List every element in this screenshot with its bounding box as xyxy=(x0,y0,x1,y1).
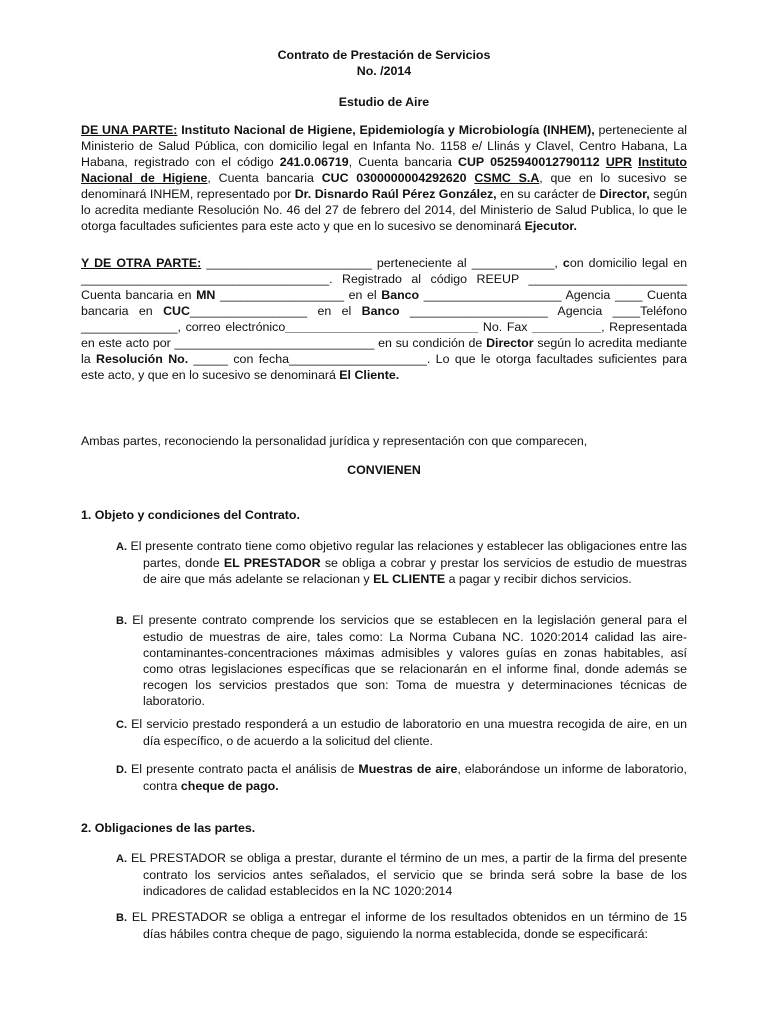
section-1-title: 1. Objeto y condiciones del Contrato. xyxy=(81,508,300,522)
text: , que en lo sucesivo se denominará INHEM, representado por xyxy=(81,171,687,201)
text: , Representada en este acto por _____________________________ en su condición de xyxy=(81,320,687,350)
text: perteneciente al Ministerio de Salud Pública, con domicilio legal en Infanta No. 1158 e/ Llinás y Clavel, Centro Habana, La Habana, registrado con el código xyxy=(81,123,687,169)
text: El servicio prestado responderá a un estudio de laboratorio en una muestra recogida de aire, en un día específico, o de acuerdo a la solicitud del cliente. xyxy=(127,717,687,748)
cup-account: CUP 052594001279011​2 xyxy=(458,155,600,169)
text: Muestras de aire xyxy=(358,762,458,776)
registry-code: 241.0.06719 xyxy=(279,155,349,169)
clause-2a xyxy=(116,850,687,899)
text: ________________________ perteneciente al ____________, xyxy=(201,256,563,270)
text: se obliga a cobrar y prestar los servicios de estudio de muestras de aire que más adelante se relacionan y xyxy=(143,556,687,586)
convienen-heading: CONVIENEN xyxy=(347,463,421,477)
text: EL PRESTADOR se obliga a entregar el informe de los resultados obtenidos en un término de 15 días hábiles contra cheque de pago, siguiendo la norma establecida, donde se especificará: xyxy=(127,910,687,941)
contract-subject: Estudio de Aire xyxy=(338,95,430,109)
cuc-account: CUC 0300000004292620 xyxy=(321,171,467,185)
resolution-label: Resolución No. xyxy=(96,352,189,366)
party-one-paragraph xyxy=(81,122,687,234)
clause-1b xyxy=(116,612,687,709)
text: , elaborándose un informe de laboratorio, contra xyxy=(143,762,687,793)
text: ____________________ Agencia ____Teléfono ______________, correo electrónico xyxy=(81,304,687,334)
representative-role: Director, xyxy=(599,187,650,201)
text: EL PRESTADOR se obliga a prestar, durante el término de un mes, a partir de la firma del presente contrato los servicios antes señalados, el servicio que se brinda será sobre la base de los indicadores de calidad establecidos en la NC 1020:2014 xyxy=(127,851,687,898)
ambas-partes-text: Ambas partes, reconociendo la personalidad jurídica y representación con que comparecen, xyxy=(81,434,588,448)
cuc-label: CUC xyxy=(163,304,190,318)
text: El presente contrato pacta el análisis de xyxy=(127,762,359,776)
text: , Cuenta bancaria xyxy=(348,155,459,169)
institute-name: Instituto Nacional de Higiene xyxy=(81,155,687,185)
upr-label: UPR xyxy=(605,155,632,169)
clause-1d xyxy=(116,761,687,794)
email-blank: ____________________________ xyxy=(285,320,479,334)
clause-2b xyxy=(116,909,687,942)
clause-1c xyxy=(116,716,687,749)
text: ____________________ Agencia ____ Cuenta bancaria en xyxy=(81,288,687,318)
text: El presente contrato comprende los servicios que se establecen en la legislación general para el estudio de muestras de aire, tales como: La Norma Cubana NC. 1020:2014 calidad las aire-contaminantes-concentraciones máximas admisibles y valores guías en zonas habitables, así como otras legislaciones específicas que se relacionarán en el informe final, donde además se recogen los servicios prestados que son: Toma de muestra y determinaciones técnicas de laboratorio. xyxy=(127,613,687,708)
clause-label: C. xyxy=(116,719,127,731)
section-2-title: 2. Obligaciones de las partes. xyxy=(81,821,256,835)
text: , Cuenta bancaria xyxy=(207,171,322,185)
text: a pagar y recibir dichos servicios. xyxy=(445,572,632,586)
clause-label: B. xyxy=(116,615,127,627)
text: cheque de pago. xyxy=(180,779,279,793)
text: _____ con fecha____________________. Lo que le otorga facultades suficientes para este acto, y que en lo sucesivo se denominará xyxy=(81,352,687,382)
mn-label: MN xyxy=(196,288,216,302)
contract-title: Contrato de Prestación de Servicios xyxy=(277,48,491,62)
party-two-alias: El Cliente. xyxy=(339,368,400,382)
contract-number: No. /2014 xyxy=(356,64,412,78)
text: El presente contrato tiene como objetivo regular las relaciones y establecer las obligaciones entre las partes, donde xyxy=(127,539,687,570)
party-one-name: Instituto Nacional de Higiene, Epidemiología y Microbiología (INHEM), xyxy=(181,123,595,137)
text: c xyxy=(562,256,570,270)
clause-label: A. xyxy=(116,853,127,865)
representative-name: Dr. Disnardo Raúl Pérez González, xyxy=(294,187,497,201)
clause-label: A. xyxy=(116,541,127,553)
clause-1a xyxy=(116,538,687,587)
bank-label: Banco xyxy=(381,288,420,302)
clause-label: B. xyxy=(116,912,127,924)
text: en su carácter de xyxy=(496,187,600,201)
director-label: Director xyxy=(486,336,534,350)
clause-label: D. xyxy=(116,764,127,776)
bank-label: Banco xyxy=(361,304,400,318)
text: EL CLIENTE xyxy=(373,572,446,586)
text: __________________ en el xyxy=(215,288,382,302)
party-two-paragraph xyxy=(81,255,687,383)
text: _________________ en el xyxy=(189,304,362,318)
party-one-alias: Ejecutor. xyxy=(524,219,577,233)
party-two-lead: Y DE OTRA PARTE: xyxy=(81,256,202,270)
text: EL PRESTADOR xyxy=(223,556,321,570)
bank-name: CSMC S.A xyxy=(474,171,540,185)
text: No. Fax xyxy=(478,320,533,334)
text: según lo acredita mediante Resolución No. 46 del 27 de febrero del 2014, del Ministerio de Salud Publica, lo que le otorga facultades suficientes para este acto y que en lo sucesivo se denominará xyxy=(81,187,688,233)
text: según lo acredita mediante la xyxy=(81,336,688,366)
fax-blank: __________ xyxy=(532,320,602,334)
text: on domicilio legal en ____________________________________. Registrado al código REEUP _______________________ Cuenta bancaria en xyxy=(81,256,687,302)
party-one-lead: DE UNA PARTE: xyxy=(81,123,178,137)
